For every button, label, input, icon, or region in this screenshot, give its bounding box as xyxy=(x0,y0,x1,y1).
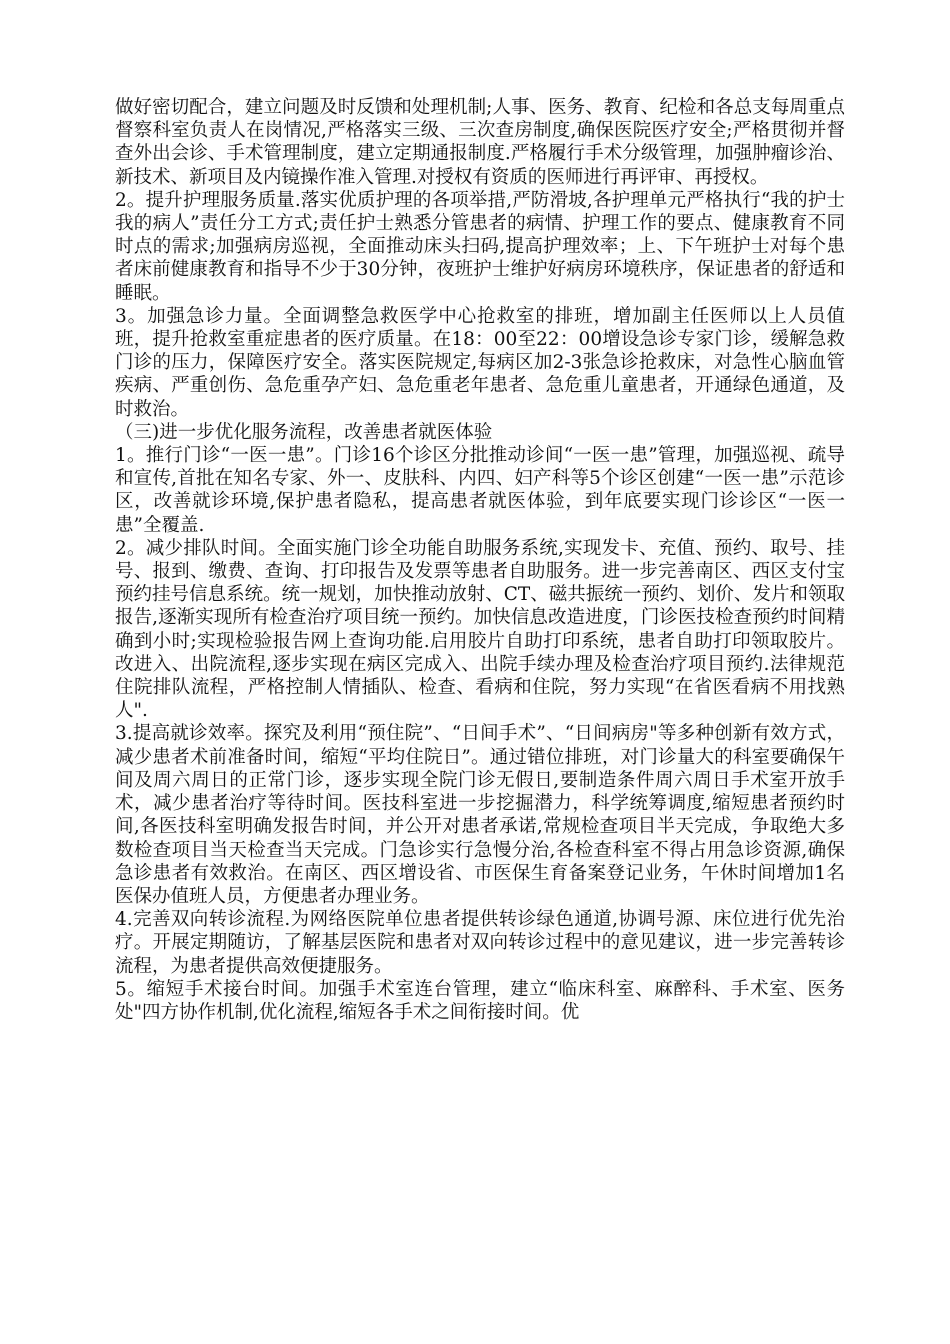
paragraph-surgery: 5。缩短手术接台时间。加强手术室连台管理，建立“临床科室、麻醉科、手术室、医务处"四方协作机制,优化流程,缩短各手术之间衔接时间。优 xyxy=(115,978,845,1023)
paragraph-efficiency: 3.提高就诊效率。探究及利用“预住院”、“日间手术”、“日间病房"等多种创新有效方式，减少患者术前准备时间，缩短“平均住院日”。通过错位排班，对门诊量大的科室要确保午间及周六周日的正常门诊，逐步实现全院门诊无假日,要制造条件周六周日手术室开放手术，减少患者治疗等待时间。医技科室进一步挖掘潜力，科学统筹调度,缩短患者预约时间,各医技科室明确发报告时间，并公开对患者承诺,常规检查项目半天完成，争取绝大多数检查项目当天检查当天完成。门急诊实行急慢分治,各检查科室不得占用急诊资源,确保急诊患者有效救治。在南区、西区增设省、市医保生育备案登记业务，午休时间增加1名医保办值班人员，方便患者办理业务。 xyxy=(115,723,845,907)
paragraph-nursing-quality: 2。提升护理服务质量.落实优质护理的各项举措,严防滑坡,各护理单元严格执行“我的护士我的病人”责任分工方式;责任护士熟悉分管患者的病情、护理工作的要点、健康教育不同时点的需求;加强病房巡视，全面推动床头扫码,提高护理效率；上、下午班护士对每个患者床前健康教育和指导不少于30分钟，夜班护士维护好病房环境秩序，保证患者的舒适和睡眠。 xyxy=(115,189,845,304)
paragraph-reduce-queue: 2。减少排队时间。全面实施门诊全功能自助服务系统,实现发卡、充值、预约、取号、挂号、报到、缴费、查询、打印报告及发票等患者自助服务。进一步完善南区、西区支付宝预约挂号信息系统。统一规划，加快推动放射、CT、磁共振统一预约、划价、发片和领取报告,逐渐实现所有检查治疗项目统一预约。加快信息改造进度，门诊医技检查预约时间精确到小时;实现检验报告网上查询功能.启用胶片自助打印系统，患者自助打印领取胶片。改进入、出院流程,逐步实现在病区完成入、出院手续办理及检查治疗项目预约.法律规范住院排队流程，严格控制人情插队、检查、看病和住院，努力实现“在省医看病不用找熟人". xyxy=(115,537,845,722)
paragraph-continuation: 做好密切配合，建立问题及时反馈和处理机制;人事、医务、教育、纪检和各总支每周重点督察科室负责人在岗情况,严格落实三级、三次查房制度,确保医院医疗安全;严格贯彻并督查外出会诊、手术管理制度，建立定期通报制度.严格履行手术分级管理，加强肿瘤诊治、新技术、新项目及内镜操作准入管理.对授权有资质的医师进行再评审、再授权。 xyxy=(115,97,845,188)
document-body xyxy=(115,96,845,1024)
paragraph-emergency: 3。加强急诊力量。全面调整急救医学中心抢救室的排班，增加副主任医师以上人员值班，提升抢救室重症患者的医疗质量。在18：00至22：00增设急诊专家门诊，缓解急救门诊的压力，保障医疗安全。落实医院规定,每病区加2-3张急诊抢救床，对急性心脑血管疾病、严重创伤、急危重孕产妇、急危重老年患者、急危重儿童患者，开通绿色通道，及时救治。 xyxy=(115,305,845,420)
section-heading: （三)进一步优化服务流程，改善患者就医体验 xyxy=(115,421,493,443)
paragraph-referral: 4.完善双向转诊流程.为网络医院单位患者提供转诊绿色通道,协调号源、床位进行优先治疗。开展定期随访，了解基层医院和患者对双向转诊过程中的意见建议，进一步完善转诊流程，为患者提供高效便捷服务。 xyxy=(115,909,845,977)
paragraph-one-doctor-one-patient: 1。推行门诊“一医一患”。门诊16个诊区分批推动诊间“一医一患”管理，加强巡视、疏导和宣传,首批在知名专家、外一、皮肤科、内四、妇产科等5个诊区创建“一医一患”示范诊区，改善就诊环境,保护患者隐私，提高患者就医体验，到年底要实现门诊诊区“一医一患”全覆盖. xyxy=(115,445,845,536)
